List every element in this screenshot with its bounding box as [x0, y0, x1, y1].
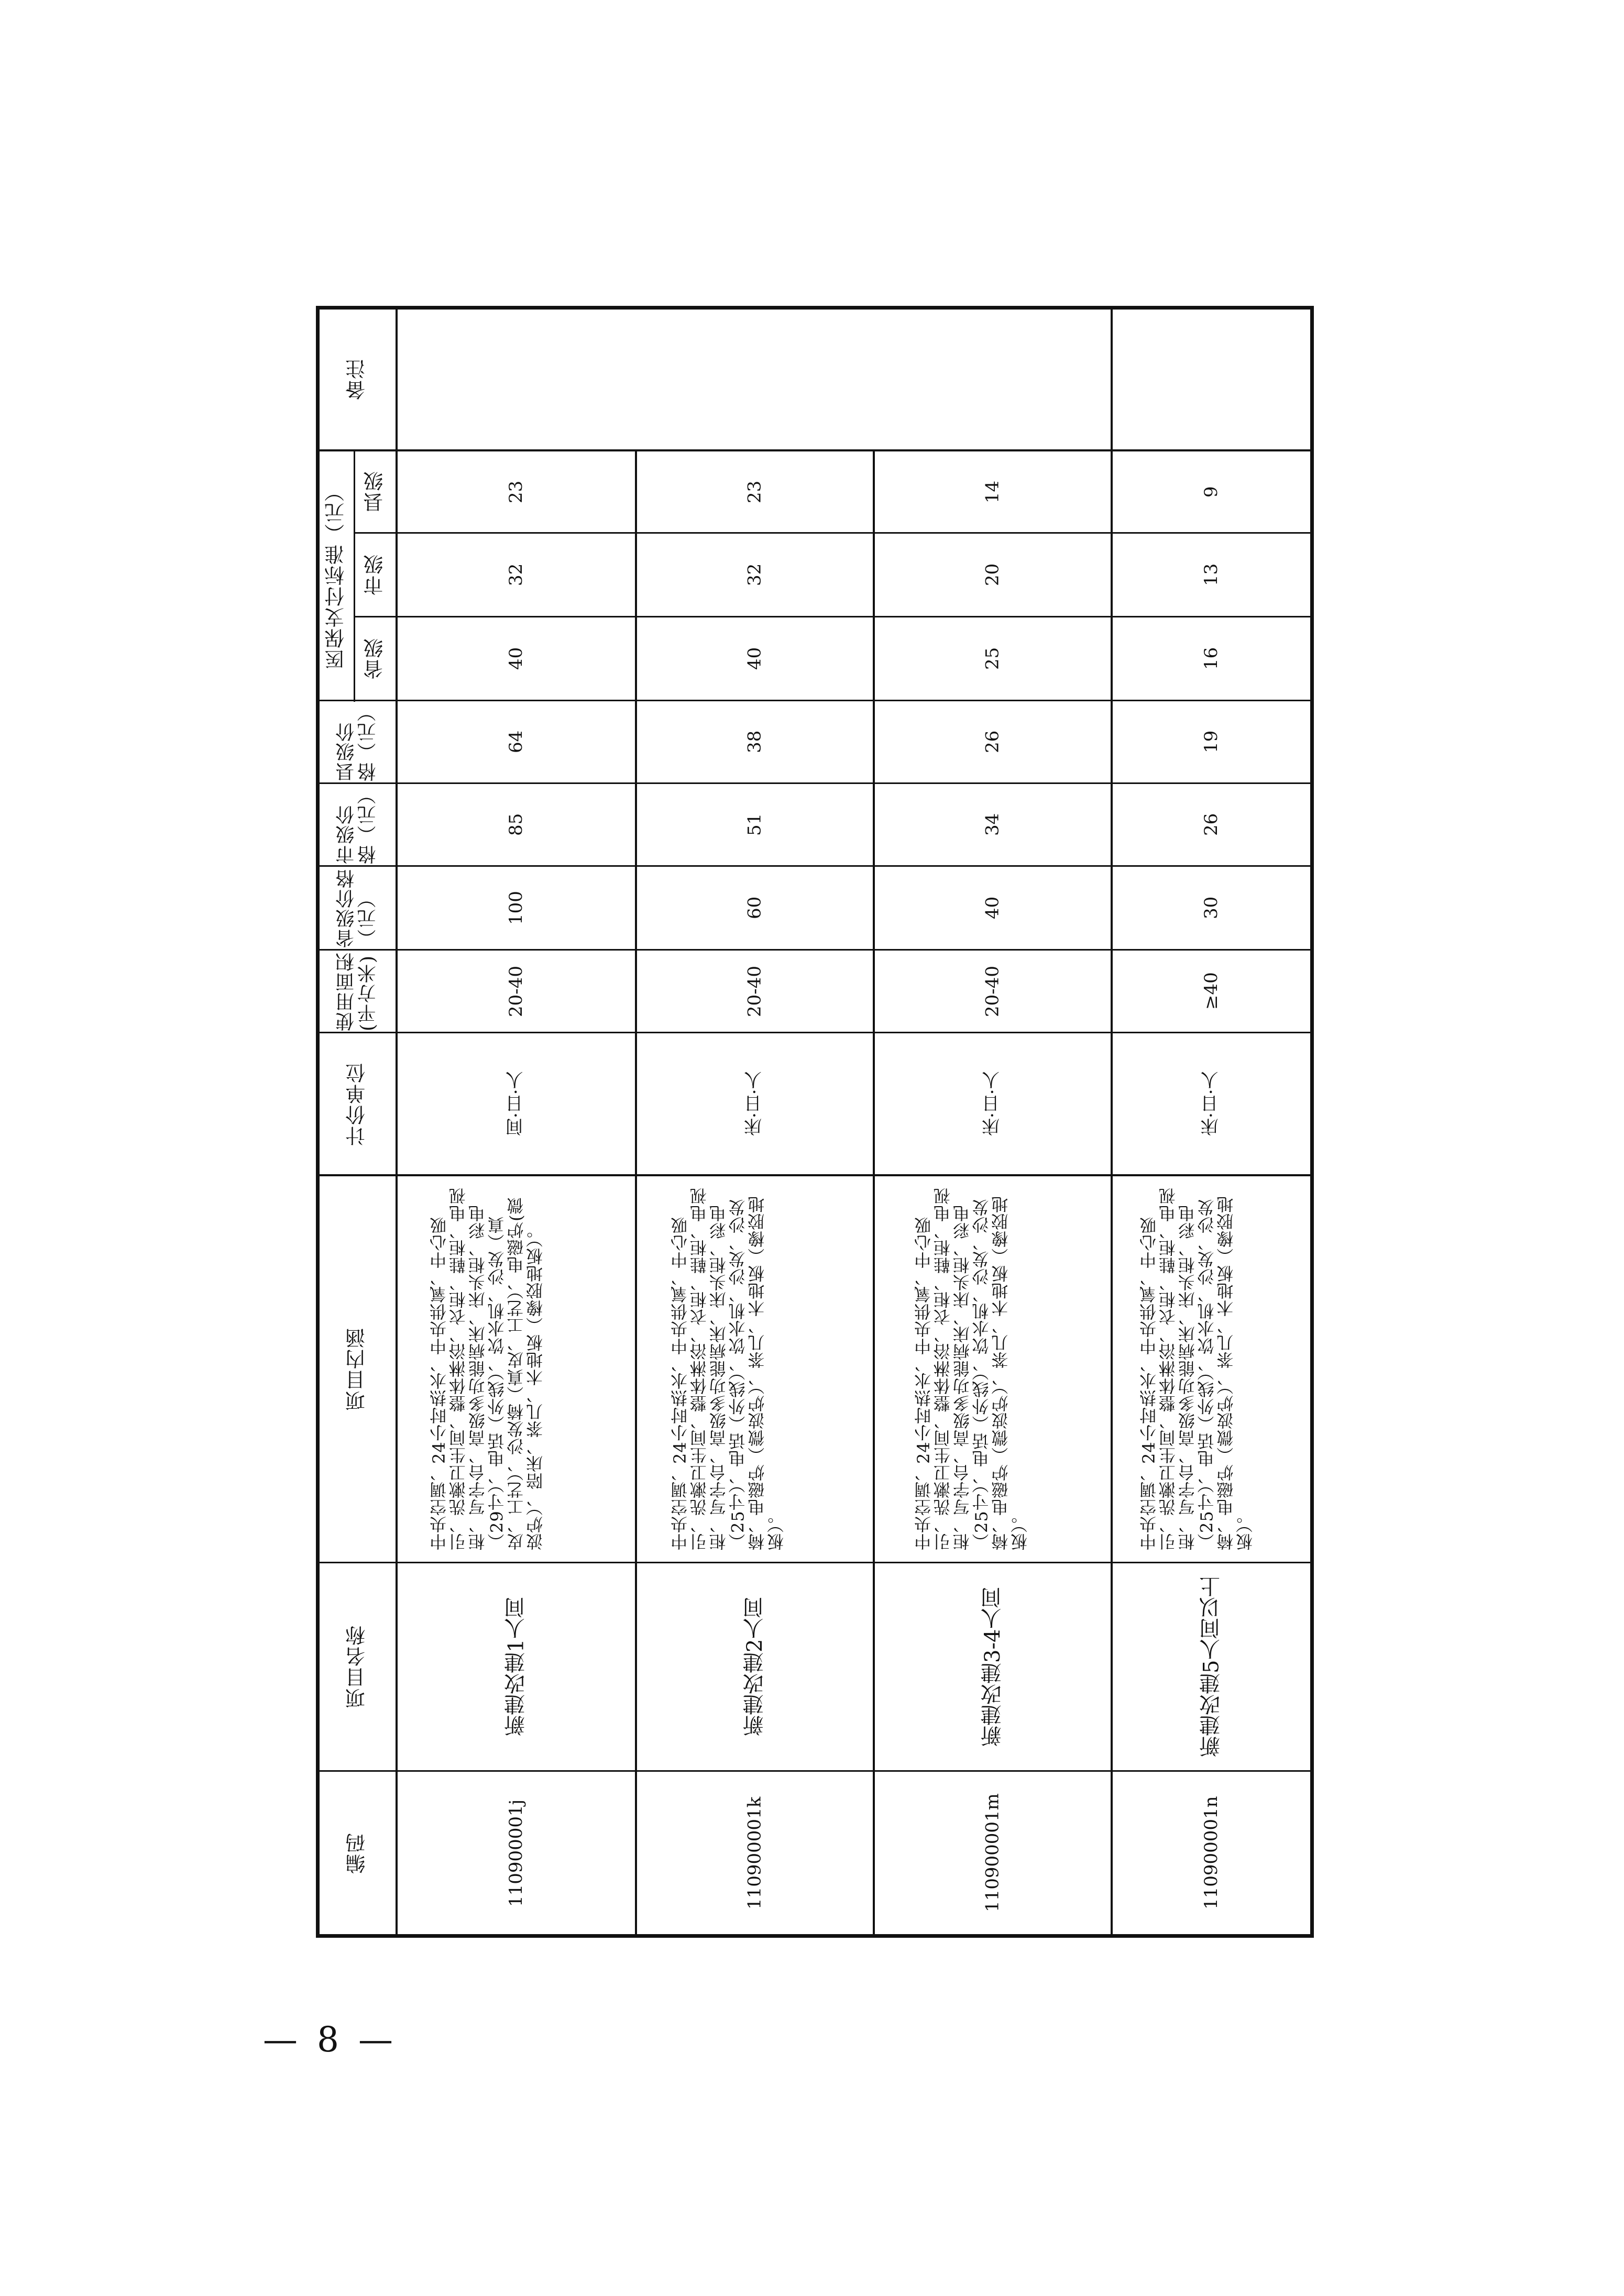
row1-code: 110900001j	[505, 1799, 526, 1907]
row1-area: 20-40	[505, 965, 526, 1017]
row3-area: 20-40	[982, 965, 1003, 1017]
row2-unit: 床·日·人	[744, 1071, 765, 1136]
row2-pay-county: 23	[744, 480, 765, 503]
row2-province-price: 60	[744, 896, 765, 920]
row3-unit: 床·日·人	[982, 1071, 1003, 1136]
row3-name: 新建改建3-4人间	[981, 1587, 1005, 1747]
page-number: — 8 —	[263, 2019, 397, 2060]
table-border-left	[316, 306, 320, 1938]
col-line-unit	[316, 1174, 1314, 1176]
table-border-bottom	[316, 1934, 1314, 1938]
row4-unit: 床·日·人	[1200, 1071, 1222, 1136]
row1-pay-province: 40	[505, 647, 526, 670]
row3-pay-city: 20	[982, 563, 1003, 587]
row1-content: 中央空调、24小时热水、中央供氧、中心吸引、洗漱卫生间、整体淋浴、衣柜、鞋柜、电视柜、写字台、高级多功能病床、床头柜、彩电（29寸）、电话（外线）、饮水机、沙发（真皮、工艺）、沙发椅（真皮、工艺）、电磁炉(微波炉）、陪床、茶几、木地板（橡胶地板）。	[429, 1187, 545, 1550]
row2-pay-province: 40	[744, 647, 765, 670]
header-content: 项目内涵	[345, 1327, 369, 1411]
row2-pay-city: 32	[744, 563, 765, 587]
row3-province-price: 40	[982, 896, 1003, 920]
header-city-level: 市级	[363, 554, 387, 596]
header-code: 编码	[345, 1832, 369, 1874]
row4-pay-city: 13	[1200, 563, 1222, 587]
row1-pay-city: 32	[505, 563, 526, 587]
row1-city-price: 85	[505, 813, 526, 836]
row2-code: 110900001k	[744, 1796, 765, 1909]
row2-city-price: 51	[744, 813, 765, 836]
row3-pay-province: 25	[982, 647, 1003, 670]
header-remarks: 备注	[345, 358, 369, 400]
row4-pay-province: 16	[1200, 647, 1222, 670]
header-unit: 计价单位	[345, 1062, 369, 1146]
row1-pay-county: 23	[505, 480, 526, 503]
table-border-right	[1310, 306, 1314, 1938]
row4-content: 中央空调、24小时热水、中央供氧、中心吸引、洗漱卫生间、整体淋浴、衣柜、鞋柜、电视柜、写字台、高级多功能病床、床头柜、彩电（25寸）、电话（外线）、饮水机、沙发、沙发椅、电磁炉（微波炉）、茶几、木地板（橡胶地板）。	[1139, 1187, 1255, 1550]
row4-area: ≥40	[1200, 972, 1222, 1010]
row3-content: 中央空调、24小时热水、中央供氧、中心吸引、洗漱卫生间、整体淋浴、衣柜、鞋柜、电视柜、写字台、高级多功能病床、床头柜、彩电（25寸）、电话（外线）、饮水机、沙发、沙发椅、电磁炉（微波炉）、茶几、木地板（橡胶地板）。	[914, 1187, 1030, 1550]
header-name: 项目名称	[345, 1625, 369, 1709]
header-county-level: 县级	[363, 470, 387, 512]
row4-city-price: 26	[1200, 813, 1222, 836]
remarks-cell-rows-1-3	[398, 310, 1111, 449]
row2-name: 新建改建2人间	[743, 1597, 767, 1737]
remarks-cell-row-4	[1113, 310, 1310, 449]
row4-province-price: 30	[1200, 896, 1222, 920]
row2-content: 中央空调、24小时热水、中央供氧、中心吸引、洗漱卫生间、整体淋浴、衣柜、鞋柜、电视柜、写字台、高级多功能病床、床头柜、彩电（25寸）、电话（外线）、饮水机、沙发、沙发椅、电磁炉（微波炉）、茶几、木地板（橡胶地板）。	[670, 1187, 786, 1550]
header-province-price: 省级价格（元）	[335, 868, 379, 948]
row3-city-price: 34	[982, 813, 1003, 836]
header-payment-standard: 医保支付标准（元）	[324, 481, 348, 669]
row4-code: 110900001n	[1200, 1796, 1222, 1910]
header-area: 使用面积(平方米)	[335, 952, 379, 1031]
row4-county-price: 19	[1200, 730, 1222, 754]
row1-county-price: 64	[505, 730, 526, 754]
table-border-top	[316, 306, 1314, 310]
row3-code: 110900001m	[982, 1793, 1003, 1913]
row3-pay-county: 14	[982, 480, 1003, 503]
header-county-price: 县级价格（元）	[335, 702, 379, 781]
row1-province-price: 100	[505, 891, 526, 925]
row4-pay-county: 9	[1200, 486, 1222, 498]
header-province-level: 省级	[363, 637, 387, 680]
row4-name: 新建改建5人间以上	[1199, 1576, 1224, 1758]
row1-name: 新建改建1人间	[504, 1597, 529, 1737]
row2-county-price: 38	[744, 730, 765, 754]
row3-county-price: 26	[982, 730, 1003, 754]
row2-area: 20-40	[744, 965, 765, 1017]
row1-unit: 间·日·人	[505, 1071, 526, 1136]
header-city-price: 市级价格（元）	[335, 785, 379, 864]
